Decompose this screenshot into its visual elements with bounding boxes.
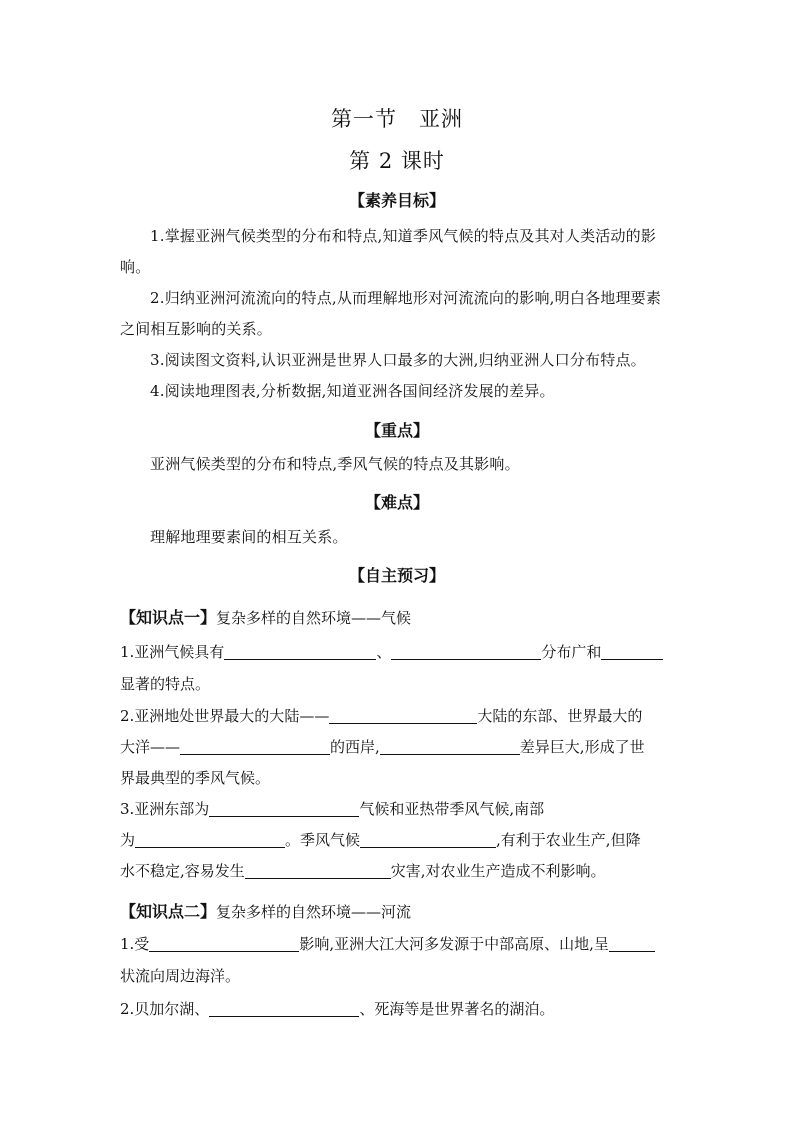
kp1-q2-line1: 2.亚洲地处世界最大的大陆—— 大陆的东部、世界最大的: [120, 707, 643, 725]
answer-blank[interactable]: [360, 830, 496, 848]
kp1-q3-line3: 水不稳定,容易发生 灾害,对农业生产造成不利影响。: [120, 862, 606, 880]
answer-blank[interactable]: [329, 706, 477, 724]
goal-item: 1.掌握亚洲气候类型的分布和特点,知道季风气候的特点及其对人类活动的影响。: [120, 227, 657, 276]
answer-blank[interactable]: [391, 642, 541, 660]
kp1-q3-line1: 3.亚洲东部为 气候和亚热带季风气候,南部: [120, 800, 545, 818]
goal-item: 4.阅读地理图表,分析数据,知道亚洲各国间经济发展的差异。: [150, 382, 555, 400]
key-text: 亚洲气候类型的分布和特点,季风气候的特点及其影响。: [150, 455, 520, 473]
preview-heading: 【自主预习】: [348, 566, 445, 585]
kp1-label: 【知识点一】: [120, 608, 217, 627]
answer-blank[interactable]: [209, 999, 359, 1017]
answer-blank[interactable]: [609, 934, 655, 952]
kp1-heading: [120, 605, 411, 628]
kp1-q1-line1: 1.亚洲气候具有 、 分布广和: [120, 641, 663, 662]
difficult-heading: 【难点】: [364, 493, 429, 512]
kp2-heading: [120, 899, 411, 922]
difficult-text: 理解地理要素间的相互关系。: [150, 528, 348, 546]
kp2-title: 复杂多样的自然环境——河流: [216, 903, 412, 921]
kp1-q1-line2: 显著的特点。: [120, 675, 211, 693]
lesson-subtitle: 第 2 课时: [349, 149, 445, 173]
answer-blank[interactable]: [135, 830, 285, 848]
kp2-q1-line1: 1.受 影响,亚洲大江大河多发源于中部高原、山地,呈: [120, 933, 655, 954]
answer-blank[interactable]: [224, 642, 376, 660]
kp2-q2-line1: 2.贝加尔湖、 、死海等是世界著名的湖泊。: [120, 1000, 555, 1018]
answer-blank[interactable]: [601, 642, 663, 660]
goals-heading: 【素养目标】: [348, 191, 445, 210]
goal-item: 2.归纳亚洲河流流向的特点,从而理解地形对河流流向的影响,明白各地理要素之间相互影响的关系。: [120, 289, 662, 338]
key-heading: 【重点】: [364, 421, 429, 440]
answer-blank[interactable]: [149, 934, 299, 952]
chapter-title: 第一节 亚洲: [331, 107, 463, 131]
kp2-q1-line2: 状流向周边海洋。: [120, 967, 241, 985]
kp1-q3-line2: 为 。季风气候 ,有利于农业生产,但降: [120, 831, 641, 849]
goal-item: 3.阅读图文资料,认识亚洲是世界人口最多的大洲,归纳亚洲人口分布特点。: [150, 351, 646, 369]
answer-blank[interactable]: [245, 861, 391, 879]
answer-blank[interactable]: [209, 799, 359, 817]
kp1-q2-line2: 大洋—— 的西岸, 差异巨大,形成了世: [120, 738, 645, 756]
answer-blank[interactable]: [380, 737, 520, 755]
kp1-title: 复杂多样的自然环境——气候: [216, 609, 412, 627]
answer-blank[interactable]: [180, 737, 330, 755]
kp2-label: 【知识点二】: [120, 902, 217, 921]
kp1-q2-line3: 界最典型的季风气候。: [120, 769, 271, 787]
